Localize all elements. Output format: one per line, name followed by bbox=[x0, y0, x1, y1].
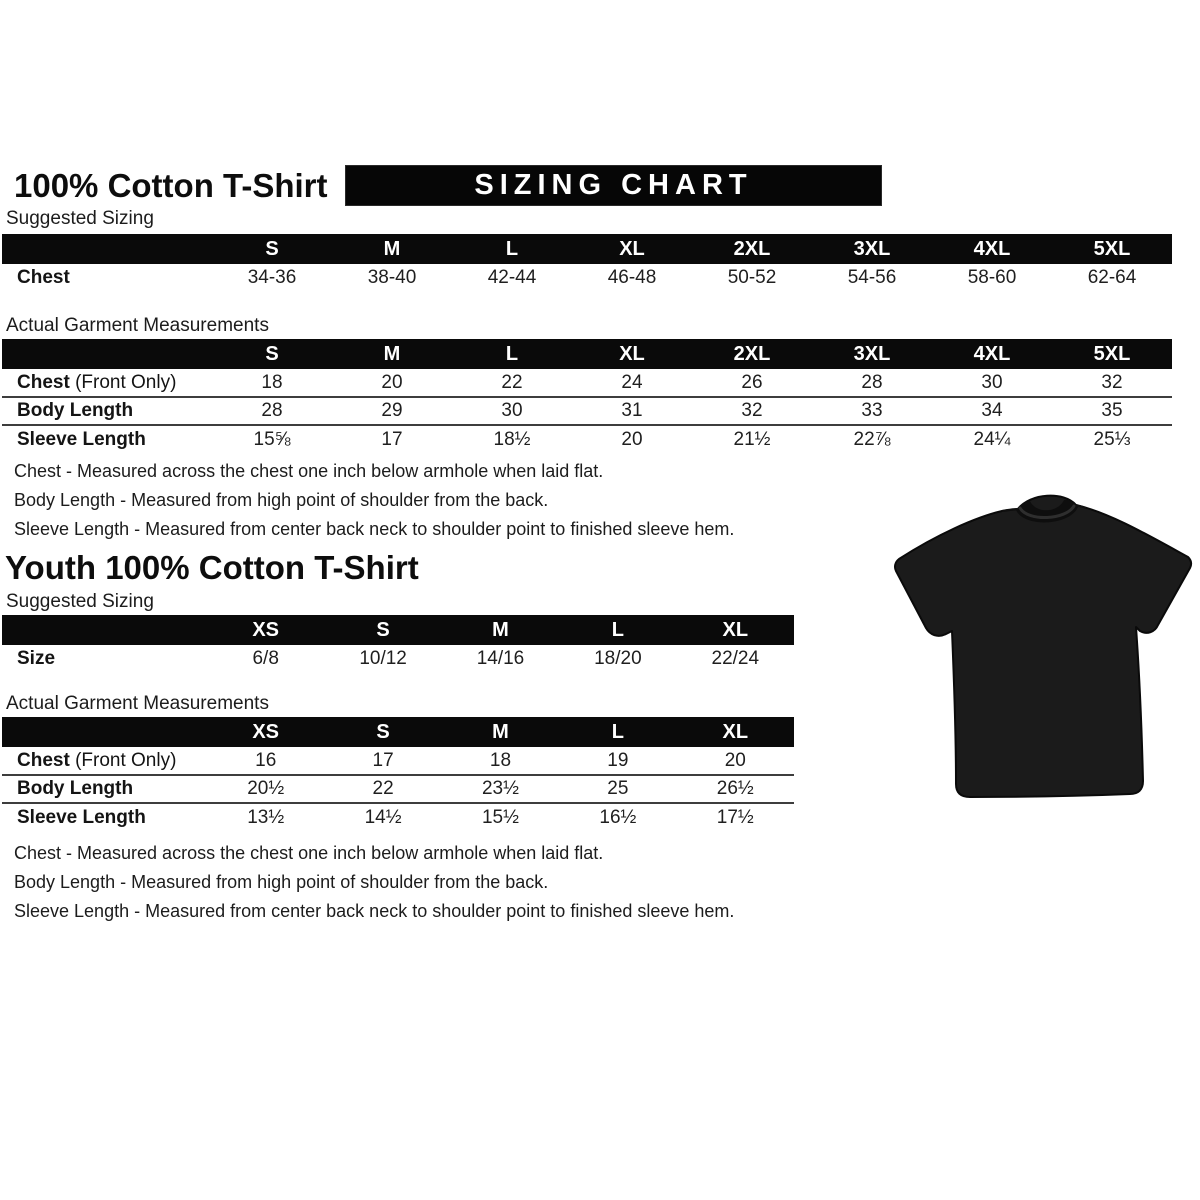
size-column-header: S bbox=[376, 720, 390, 743]
size-column-header: S bbox=[376, 618, 390, 641]
size-value-cell: 22 bbox=[372, 778, 394, 799]
table-row bbox=[2, 425, 1172, 453]
row-label-text: Body Length bbox=[17, 778, 134, 799]
size-value-cell: 22⅞ bbox=[853, 428, 891, 450]
size-column-header: L bbox=[611, 618, 624, 641]
blank-header-cell bbox=[2, 717, 207, 747]
blank-header-cell bbox=[2, 234, 212, 264]
adult-suggested-sizing-label: Suggested Sizing bbox=[6, 208, 154, 229]
size-value-cell: 46-48 bbox=[607, 267, 657, 288]
adult-suggested-sizing-table bbox=[2, 234, 1172, 292]
size-value-cell: 54-56 bbox=[847, 267, 897, 288]
size-value-cell: 10/12 bbox=[359, 648, 407, 669]
youth-measurement-notes bbox=[14, 839, 734, 926]
size-value-cell: 29 bbox=[381, 400, 403, 421]
size-value-cell: 32 bbox=[1101, 371, 1123, 393]
adult-actual-measurements-label: Actual Garment Measurements bbox=[6, 315, 269, 336]
size-value-cell: 20 bbox=[724, 749, 746, 771]
table-row bbox=[2, 645, 794, 673]
row-label-text: Sleeve Length bbox=[17, 806, 146, 828]
row-label-text: Sleeve Length bbox=[17, 428, 146, 450]
adult-actual-measurements-table bbox=[2, 339, 1172, 453]
size-value-cell: 31 bbox=[621, 400, 643, 421]
size-column-header: L bbox=[505, 342, 519, 365]
size-value-cell: 24 bbox=[621, 371, 643, 393]
table-header-row bbox=[2, 234, 1172, 264]
size-value-cell: 24¼ bbox=[973, 428, 1011, 450]
note-line: Body Length - Measured from high point of shoulder from the back. bbox=[14, 872, 549, 892]
row-label-suffix: (Front Only) bbox=[69, 749, 177, 771]
row-label bbox=[2, 369, 212, 397]
black-tshirt-graphic bbox=[890, 487, 1200, 809]
table-row bbox=[2, 369, 1172, 397]
size-column-header: 3XL bbox=[853, 342, 891, 365]
size-value-cell: 18 bbox=[261, 371, 283, 393]
size-value-cell: 18/20 bbox=[594, 648, 642, 669]
tshirt-image bbox=[890, 487, 1200, 809]
table-row bbox=[2, 264, 1172, 292]
table-row bbox=[2, 747, 794, 775]
size-column-header: S bbox=[265, 342, 279, 365]
size-value-cell: 15½ bbox=[481, 806, 519, 828]
size-column-header: 4XL bbox=[973, 237, 1011, 260]
row-label-text: Body Length bbox=[17, 400, 134, 421]
youth-suggested-sizing-table bbox=[2, 615, 794, 673]
size-value-cell: 18 bbox=[489, 749, 512, 771]
size-value-cell: 30 bbox=[501, 400, 523, 421]
size-value-cell: 32 bbox=[741, 400, 763, 421]
size-value-cell: 17½ bbox=[716, 806, 754, 828]
size-column-header: M bbox=[492, 720, 509, 743]
size-value-cell: 38-40 bbox=[367, 267, 417, 288]
row-label bbox=[2, 775, 207, 803]
size-column-header: 2XL bbox=[733, 237, 771, 260]
youth-actual-measurements-table bbox=[2, 717, 794, 831]
table-row bbox=[2, 803, 794, 831]
size-value-cell: 6/8 bbox=[252, 648, 279, 669]
row-label bbox=[2, 425, 212, 453]
size-value-cell: 14/16 bbox=[476, 648, 525, 669]
table-header-row bbox=[2, 615, 794, 645]
size-value-cell: 62-64 bbox=[1087, 267, 1137, 288]
sizing-chart-banner: SIZING CHART bbox=[345, 165, 882, 206]
row-label-text: Size bbox=[17, 648, 56, 669]
note-line: Body Length - Measured from high point of shoulder from the back. bbox=[14, 490, 549, 510]
size-value-cell: 25⅓ bbox=[1093, 428, 1131, 450]
size-column-header: XL bbox=[619, 237, 645, 260]
size-value-cell: 22 bbox=[501, 371, 523, 393]
size-value-cell: 26 bbox=[741, 371, 763, 393]
size-value-cell: 23½ bbox=[481, 778, 519, 799]
size-column-header: 5XL bbox=[1093, 237, 1131, 260]
size-value-cell: 14½ bbox=[364, 806, 402, 828]
note-line: Chest - Measured across the chest one inch below armhole when laid flat. bbox=[14, 461, 604, 481]
table-row bbox=[2, 775, 794, 803]
table-header-row bbox=[2, 339, 1172, 369]
table-header-row bbox=[2, 717, 794, 747]
size-value-cell: 21½ bbox=[733, 428, 771, 450]
size-value-cell: 28 bbox=[261, 400, 283, 421]
size-value-cell: 17 bbox=[372, 749, 394, 771]
row-label-text: Chest bbox=[17, 267, 70, 288]
size-column-header: L bbox=[611, 720, 624, 743]
size-value-cell: 50-52 bbox=[727, 267, 777, 288]
size-column-header: XL bbox=[722, 720, 749, 743]
youth-page-title: Youth 100% Cotton T-Shirt bbox=[5, 549, 419, 586]
size-value-cell: 25 bbox=[607, 778, 629, 799]
size-value-cell: 42-44 bbox=[487, 267, 537, 288]
note-line: Sleeve Length - Measured from center back neck to shoulder point to finished sleeve hem. bbox=[14, 901, 735, 921]
size-column-header: XS bbox=[252, 618, 280, 641]
size-column-header: M bbox=[492, 618, 509, 641]
note-line: Chest - Measured across the chest one inch below armhole when laid flat. bbox=[14, 843, 604, 863]
youth-suggested-sizing-label: Suggested Sizing bbox=[6, 591, 154, 612]
size-column-header: XS bbox=[252, 720, 280, 743]
size-column-header: M bbox=[383, 237, 401, 260]
size-value-cell: 20½ bbox=[247, 778, 285, 799]
size-value-cell: 22/24 bbox=[711, 648, 760, 669]
size-column-header: M bbox=[383, 342, 401, 365]
size-value-cell: 58-60 bbox=[967, 267, 1017, 288]
size-column-header: 4XL bbox=[973, 342, 1011, 365]
size-value-cell: 33 bbox=[861, 400, 883, 421]
size-value-cell: 34-36 bbox=[247, 267, 297, 288]
size-column-header: 2XL bbox=[733, 342, 771, 365]
size-value-cell: 17 bbox=[381, 428, 403, 450]
size-value-cell: 18½ bbox=[493, 428, 531, 450]
size-value-cell: 16 bbox=[255, 749, 277, 771]
table-row bbox=[2, 397, 1172, 425]
page-title: 100% Cotton T-Shirt bbox=[14, 167, 328, 204]
size-value-cell: 26½ bbox=[716, 778, 754, 799]
blank-header-cell bbox=[2, 339, 212, 369]
adult-measurement-notes bbox=[14, 457, 734, 544]
row-label-text: Chest bbox=[17, 371, 70, 393]
size-value-cell: 16½ bbox=[599, 806, 637, 828]
size-value-cell: 20 bbox=[621, 428, 643, 450]
size-value-cell: 20 bbox=[381, 371, 403, 393]
size-value-cell: 15⅝ bbox=[253, 428, 291, 450]
row-label bbox=[2, 803, 207, 831]
size-column-header: 5XL bbox=[1093, 342, 1131, 365]
size-column-header: 3XL bbox=[853, 237, 891, 260]
size-value-cell: 30 bbox=[981, 371, 1003, 393]
size-column-header: XL bbox=[722, 618, 749, 641]
row-label bbox=[2, 747, 207, 775]
note-line: Sleeve Length - Measured from center back neck to shoulder point to finished sleeve hem. bbox=[14, 519, 735, 539]
size-column-header: S bbox=[265, 237, 279, 260]
size-column-header: XL bbox=[619, 342, 645, 365]
size-value-cell: 28 bbox=[861, 371, 883, 393]
size-value-cell: 13½ bbox=[247, 806, 285, 828]
row-label bbox=[2, 397, 212, 425]
row-label bbox=[2, 645, 207, 673]
size-value-cell: 35 bbox=[1101, 400, 1123, 421]
size-value-cell: 19 bbox=[607, 749, 629, 771]
row-label bbox=[2, 264, 212, 292]
blank-header-cell bbox=[2, 615, 207, 645]
size-column-header: L bbox=[505, 237, 519, 260]
size-value-cell: 34 bbox=[981, 400, 1003, 421]
row-label-text: Chest bbox=[17, 749, 70, 771]
row-label-suffix: (Front Only) bbox=[69, 371, 177, 393]
youth-actual-measurements-label: Actual Garment Measurements bbox=[6, 693, 269, 714]
